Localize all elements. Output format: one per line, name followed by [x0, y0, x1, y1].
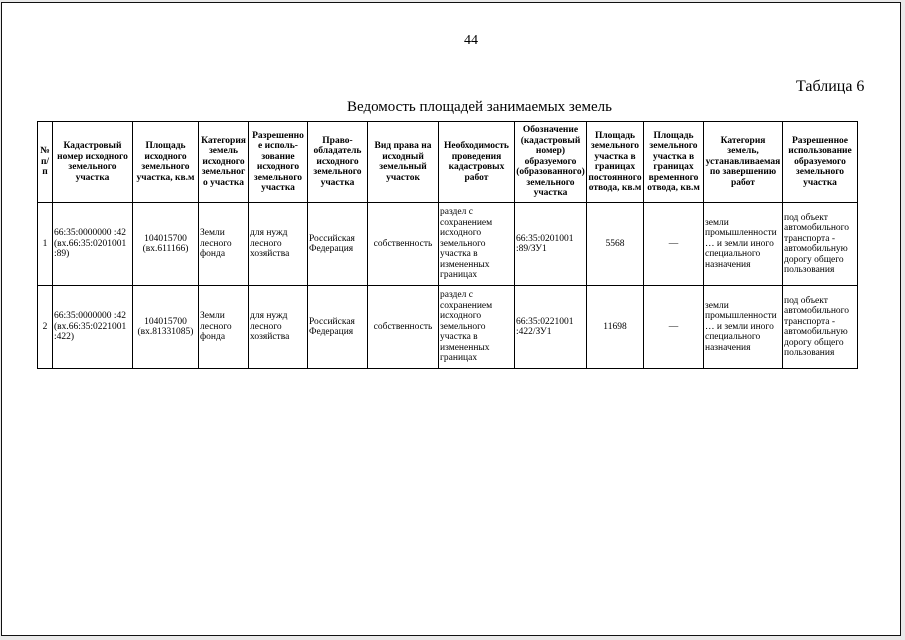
page-number: 44 — [464, 33, 478, 48]
header-cadastral: Кадастровый номер исходного земельного участка — [53, 122, 133, 203]
header-new-category: Категория земель, устанавливаемая по завершению работ — [704, 122, 783, 203]
table-row — [38, 203, 858, 286]
cell-new-use: под объект автомобильного транспорта - автомобильную дорогу общего пользования — [783, 203, 858, 286]
header-works: Необходимость проведения кадастровых работ — [439, 122, 515, 203]
cell-cadastral: 66:35:0000000 :42 (вх.66:35:0221001 :422) — [53, 286, 133, 369]
cell-right: собственность — [368, 203, 439, 286]
cell-area: 104015700 (вх.81331085) — [133, 286, 199, 369]
header-right: Вид права на исходный земельный участок — [368, 122, 439, 203]
header-owner: Право- обладатель исходного земельного участка — [308, 122, 368, 203]
cell-owner: Российская Федерация — [308, 203, 368, 286]
header-perm-area: Площадь земельного участка в границах постоянного отвода, кв.м — [587, 122, 644, 203]
header-new-number: Обозначение (кадастровый номер) образуемого (образованного) земельного участка — [515, 122, 587, 203]
cell-new-use: под объект автомобильного транспорта - автомобильную дорогу общего пользования — [783, 286, 858, 369]
header-use: Разрешенное исполь- зование исходного земельного участка — [249, 122, 308, 203]
cell-new-number: 66:35:0221001 :422/ЗУ1 — [515, 286, 587, 369]
cell-right: собственность — [368, 286, 439, 369]
cell-category: Земли лесного фонда — [199, 286, 249, 369]
header-new-use: Разрешенное использование образуемого земельного участка — [783, 122, 858, 203]
cell-perm-area: 11698 — [587, 286, 644, 369]
table-header-row — [38, 122, 858, 203]
cell-num: 2 — [38, 286, 53, 369]
cell-temp-area: — — [644, 286, 704, 369]
header-area: Площадь исходного земельного участка, кв.м — [133, 122, 199, 203]
cell-new-category: земли промышленности … и земли иного специального назначения — [704, 203, 783, 286]
cell-new-category: земли промышленности … и земли иного специального назначения — [704, 286, 783, 369]
document-title: Ведомость площадей занимаемых земель — [347, 99, 612, 115]
cell-temp-area: — — [644, 203, 704, 286]
cell-num: 1 — [38, 203, 53, 286]
cell-perm-area: 5568 — [587, 203, 644, 286]
table-row — [38, 286, 858, 369]
cell-works: раздел с сохранением исходного земельного участка в измененных границах — [439, 286, 515, 369]
land-area-table — [37, 121, 858, 369]
cell-cadastral: 66:35:0000000 :42 (вх.66:35:0201001 :89) — [53, 203, 133, 286]
cell-category: Земли лесного фонда — [199, 203, 249, 286]
header-category: Категория земель исходного земельного участка — [199, 122, 249, 203]
cell-new-number: 66:35:0201001 :89/ЗУ1 — [515, 203, 587, 286]
header-num: № п/п — [38, 122, 53, 203]
cell-use: для нужд лесного хозяйства — [249, 286, 308, 369]
cell-area: 104015700 (вх.611166) — [133, 203, 199, 286]
cell-works: раздел с сохранением исходного земельного участка в измененных границах — [439, 203, 515, 286]
cell-owner: Российская Федерация — [308, 286, 368, 369]
header-temp-area: Площадь земельного участка в границах временного отвода, кв.м — [644, 122, 704, 203]
table-label: Таблица 6 — [796, 78, 865, 95]
cell-use: для нужд лесного хозяйства — [249, 203, 308, 286]
